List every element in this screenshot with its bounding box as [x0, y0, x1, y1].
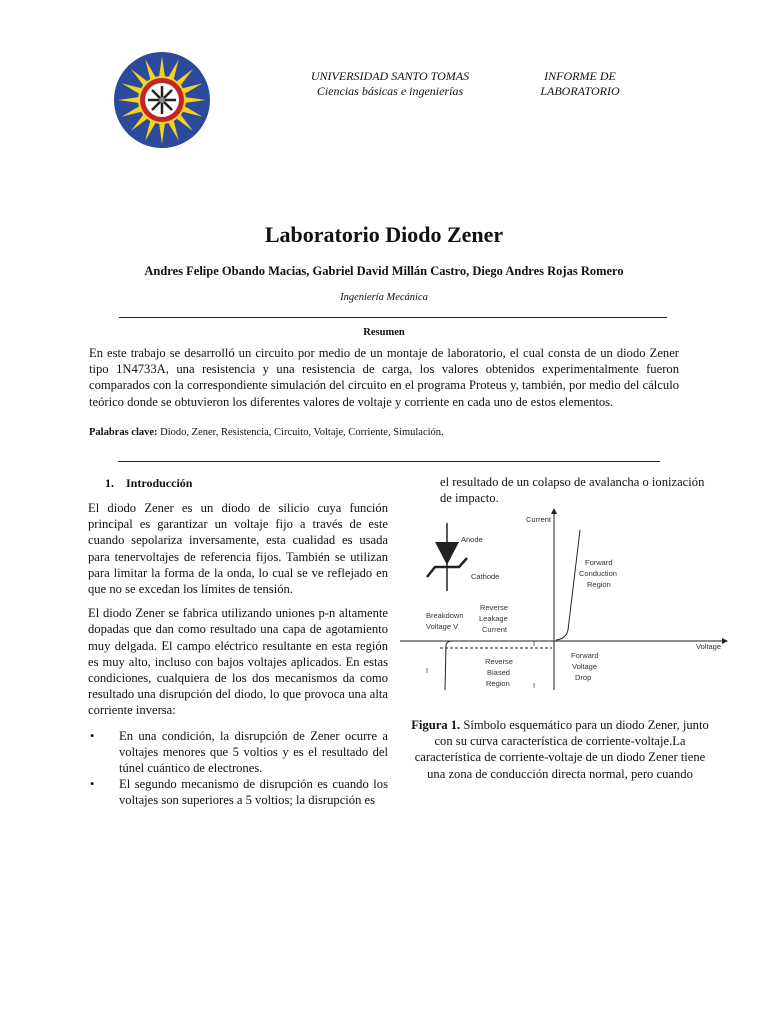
label: Voltage — [572, 662, 598, 671]
abstract-text: En este trabajo se desarrolló un circuito por medio de un montaje de laboratorio, el cual consta de un diodo Zener tipo 1N4733A, una resistencia y una resistencia de carga, los valores obtenidos experimentalmente fueron comparados con la correspondiente simulación del circuito en el programa Proteus y, también, por medio del cálculo teórico donde se obtuvieron los diferentes valores de voltaje y corriente en cada uno de estos elementos. — [89, 346, 679, 409]
anode-label: Anode — [461, 535, 483, 544]
label: Drop — [575, 673, 592, 682]
current-axis-label: Current — [526, 515, 552, 524]
caption-text: Símbolo esquemático para un diodo Zener, junto con su curva característica de corriente-voltaje.La característica de corriente-voltaje de un diodo Zener tiene una zona de conducción directa normal, pero cuando — [414, 718, 709, 781]
iz-label: I — [426, 666, 429, 675]
program: Ingeniería Mecánica — [340, 292, 428, 303]
paragraph: el resultado de un colapso de avalancha o ionización de impacto. — [440, 475, 705, 506]
abstract-heading: Resumen — [363, 327, 405, 338]
label: Leakage — [479, 614, 508, 623]
keywords — [89, 427, 444, 438]
label: Forward — [571, 651, 599, 660]
page-title: Laboratorio Diodo Zener — [264, 222, 504, 247]
label: Region — [486, 679, 510, 688]
faculty-name: Ciencias básicas e ingenierías — [316, 84, 464, 98]
bullet-item: • En una condición, la disrupción de Zener ocurre a voltajes menores que 5 voltios y es el resultado del túnel cuántico de electrones. — [90, 728, 388, 777]
paragraph: El diodo Zener es un diodo de silicio cuya función principal es garantizar un voltaje fijo a través de este cuando sepolariza inversamente, esta cualidad es usada para tenervoltajes de referencia fijos. También se utilizan para limitar la forma de la onda, lo cual se ve reflejado en que no se excedan los límites de tensión. — [88, 501, 388, 597]
keywords-list: Diodo, Zener, Resistencia, Circuito, Voltaje, Corriente, Simulación. — [157, 427, 444, 438]
university-name: UNIVERSIDAD SANTO TOMAS — [310, 69, 470, 83]
label: Forward — [585, 558, 613, 567]
figure-caption — [410, 717, 710, 782]
label: Voltage V — [426, 622, 459, 631]
divider — [118, 461, 660, 462]
caption-label: Figura 1. — [411, 718, 461, 732]
authors: Andres Felipe Obando Macias, Gabriel David Millán Castro, Diego Andres Rojas Romero — [144, 264, 624, 278]
section-heading: 1. Introducción — [105, 476, 193, 490]
header-university — [290, 69, 490, 99]
header-report — [510, 69, 650, 99]
izk-label: I — [533, 639, 536, 648]
zener-figure — [390, 505, 730, 695]
label: Current — [482, 625, 508, 634]
label: Reverse — [480, 603, 508, 612]
label: Region — [587, 580, 611, 589]
report-line-1: INFORME DE — [544, 69, 616, 83]
label: Breakdown — [426, 611, 464, 620]
divider — [119, 317, 667, 318]
izm-label: I — [533, 681, 536, 690]
label: Biased — [487, 668, 510, 677]
bullet-item: • El segundo mecanismo de disrupción es cuando los voltajes son superiores a 5 voltios; la disrupción es — [90, 776, 388, 808]
keywords-label: Palabras clave: — [89, 427, 158, 438]
university-logo — [112, 50, 212, 150]
cathode-label: Cathode — [471, 572, 500, 581]
label: Reverse — [485, 657, 513, 666]
voltage-axis-label: Voltage — [696, 642, 722, 651]
paragraph: El diodo Zener se fabrica utilizando uniones p-n altamente dopadas que dan como resultado una capa de agotamiento muy delgada. El campo eléctrico resultante en esta región es muy alto, incluso con bajos voltajes aplicados. En estas condiciones, cualquiera de los dos mecanismos da como resultado una disrupción del diodo, lo que provoca una alta corriente inversa: — [88, 606, 388, 718]
label: Conduction — [579, 569, 617, 578]
report-line-2: LABORATORIO — [540, 84, 620, 98]
